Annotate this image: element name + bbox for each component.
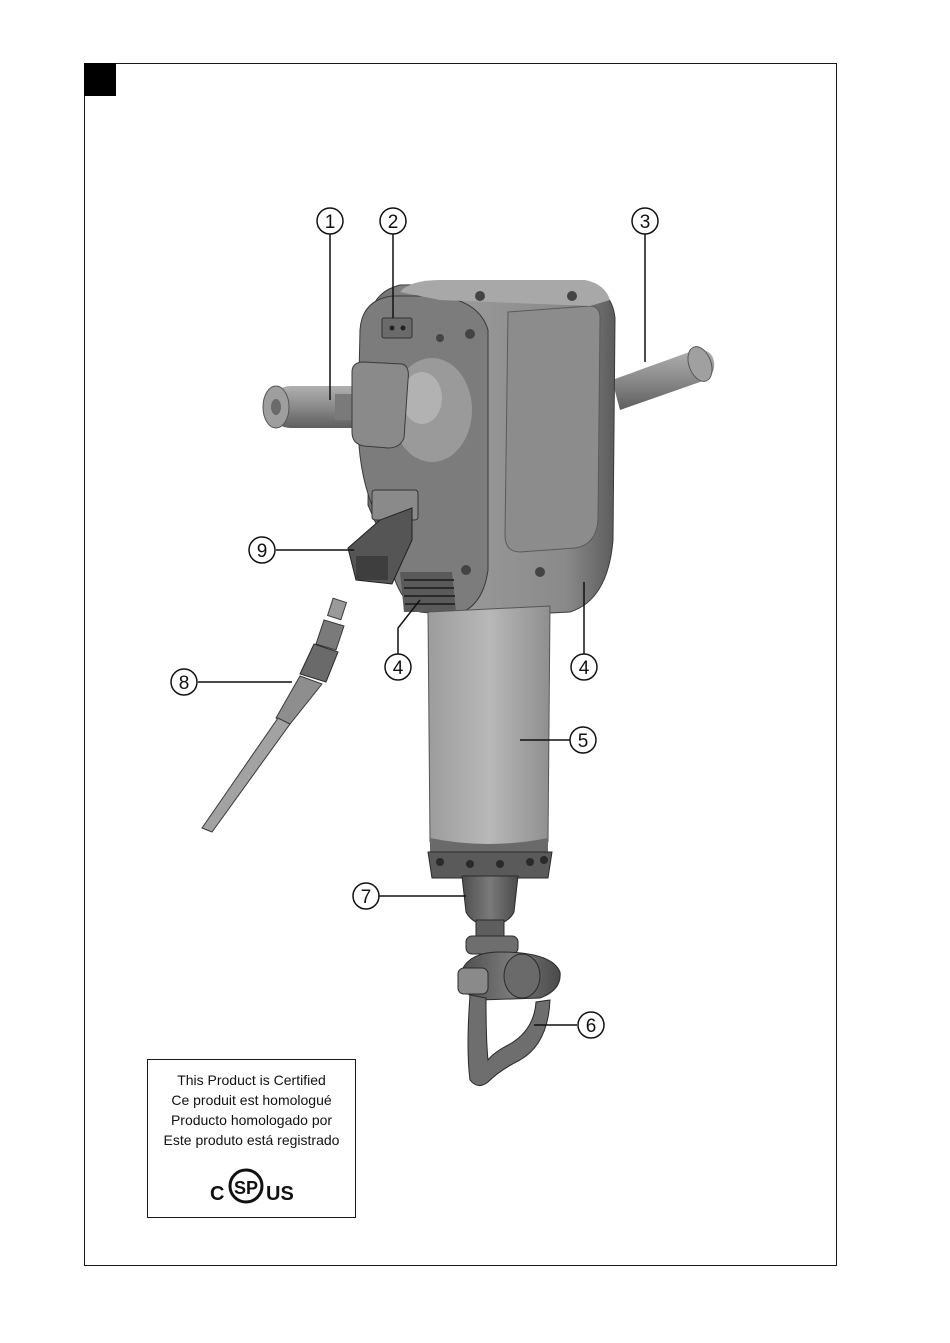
csa-mark-right: US — [266, 1183, 294, 1205]
indicator-panel — [382, 318, 412, 338]
csa-mark-center: SP — [233, 1178, 259, 1198]
callout-8 — [171, 669, 197, 695]
cert-line-pt: Este produto está registrado — [163, 1132, 340, 1148]
lower-flange — [428, 852, 552, 878]
svg-text:5: 5 — [577, 731, 589, 752]
tool-retainer — [458, 936, 560, 1086]
svg-text:9: 9 — [256, 541, 268, 562]
certification-text — [148, 1070, 355, 1150]
callout-4b — [571, 654, 597, 680]
cert-line-es: Producto homologado por — [170, 1112, 333, 1128]
callout-1 — [317, 208, 343, 234]
svg-text:7: 7 — [360, 887, 372, 908]
csa-certification-logo — [204, 1164, 304, 1208]
svg-text:4: 4 — [578, 658, 590, 679]
chuck — [462, 876, 518, 942]
csa-mark-left: C — [210, 1183, 225, 1205]
callout-4a — [385, 654, 411, 680]
callout-9 — [249, 537, 275, 563]
callout-2 — [380, 208, 406, 234]
certification-box — [147, 1059, 356, 1218]
callout-3 — [632, 208, 658, 234]
cert-line-en: This Product is Certified — [177, 1072, 326, 1088]
handle-boss — [352, 362, 408, 448]
svg-text:3: 3 — [639, 212, 651, 233]
callout-7 — [353, 883, 379, 909]
callout-6 — [578, 1012, 604, 1038]
callout-5 — [570, 727, 596, 753]
gear-housing — [428, 606, 550, 862]
svg-text:8: 8 — [178, 673, 190, 694]
air-vents — [400, 572, 456, 612]
right-handle — [612, 343, 716, 410]
svg-text:4: 4 — [392, 658, 404, 679]
svg-text:6: 6 — [585, 1016, 597, 1037]
svg-text:1: 1 — [324, 212, 336, 233]
svg-text:2: 2 — [387, 212, 399, 233]
cert-line-fr: Ce produit est homologué — [171, 1092, 332, 1108]
chisel — [202, 598, 346, 832]
